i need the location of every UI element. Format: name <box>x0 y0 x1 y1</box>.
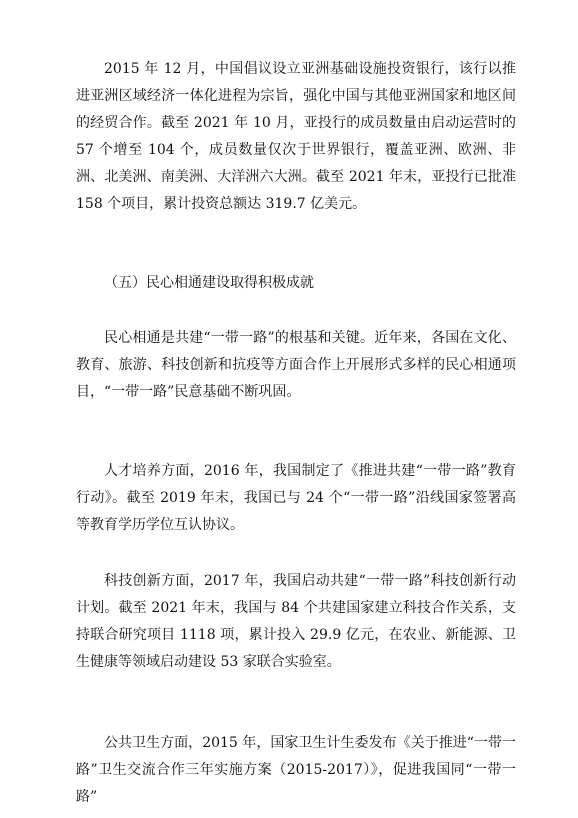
paragraph-public-health: 公共卫生方面，2015 年，国家卫生计生委发布《关于推进“一带一路”卫生交流合作三年实施方案（2015-2017）》，促进我国同“一带一路” <box>76 735 516 805</box>
paragraph-tech-innovation: 科技创新方面，2017 年，我国启动共建“一带一路”科技创新行动计划。截至 2021 年末，我国与 84 个共建国家建立科技合作关系，支持联合研究项目 1118 项，累计投入 29.9 亿元，在农业、新能源、卫生健康等领域启动建设 53 家联合实验室。 <box>76 573 516 670</box>
section-heading-people-to-people: （五）民心相通建设取得积极成就 <box>104 275 314 291</box>
paragraph-people-to-people: 民心相通是共建“一带一路”的根基和关键。近年来，各国在文化、教育、旅游、科技创新和抗疫等方面合作上开展形式多样的民心相通项目，“一带一路”民意基础不断巩固。 <box>76 330 516 400</box>
paragraph-talent-training: 人才培养方面，2016 年，我国制定了《推进共建“一带一路”教育行动》。截至 2019 年末，我国已与 24 个“一带一路”沿线国家签署高等教育学历学位互认协议。 <box>76 463 516 533</box>
paragraph-aiib: 2015 年 12 月，中国倡议设立亚洲基础设施投资银行，该行以推进亚洲区域经济一体化进程为宗旨，强化中国与其他亚洲国家和地区间的经贸合作。截至 2021 年 10 月，亚投行的成员数量由启动运营时的 57 个增至 104 个，成员数量仅次于世界银行，覆盖亚洲、欧洲、非洲、北美洲、南美洲、大洋洲六大洲。截至 2021 年末，亚投行已批准 158 个项目，累计投资总额达 319.7 亿美元。 <box>76 61 516 212</box>
